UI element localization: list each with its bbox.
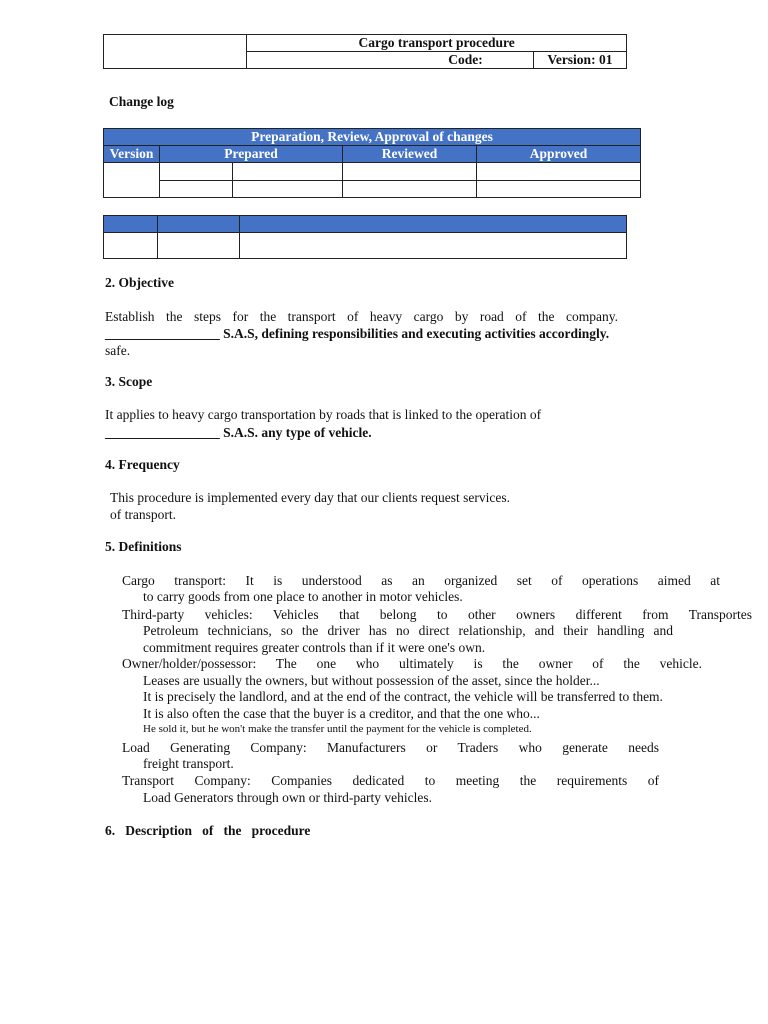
definition-line: Load Generators through own or third-party vehicles. bbox=[143, 790, 433, 805]
definition-line: Third-party vehicles: Vehicles that belong to other owners different from Transportes bbox=[122, 607, 752, 622]
table-cell bbox=[104, 163, 160, 198]
definition-line: to carry goods from one place to another in motor vehicles. bbox=[143, 589, 463, 604]
frequency-line-1: This procedure is implemented every day that our clients request services. bbox=[110, 490, 510, 505]
objective-heading: 2. Objective bbox=[105, 275, 174, 290]
table-cell bbox=[477, 180, 641, 198]
table-cell bbox=[160, 163, 233, 181]
objective-line-3: safe. bbox=[105, 343, 131, 358]
objective-line-2: _________________ S.A.S, defining responsibilities and executing activities accordingly. bbox=[105, 326, 610, 341]
definition-line: Cargo transport: It is understood as an organized set of operations aimed at bbox=[122, 573, 720, 588]
table-header-cell bbox=[104, 216, 158, 233]
approvals-title: Preparation, Review, Approval of changes bbox=[104, 129, 641, 146]
column-prepared: Prepared bbox=[160, 146, 343, 163]
definition-line: Owner/holder/possessor: The one who ultimately is the owner of the vehicle. bbox=[122, 656, 702, 671]
table-cell bbox=[233, 163, 343, 181]
table-cell bbox=[477, 163, 641, 181]
frequency-line-2: of transport. bbox=[110, 507, 176, 522]
definition-line: Petroleum technicians, so the driver has no direct relationship, and their handling and bbox=[143, 623, 673, 638]
procedure-heading: 6. Description of the procedure bbox=[105, 823, 311, 838]
definition-line: It is precisely the landlord, and at the end of the contract, the vehicle will be transferred to them. bbox=[143, 689, 663, 704]
approvals-table bbox=[103, 128, 641, 198]
table-header-cell bbox=[158, 216, 240, 233]
table-cell bbox=[160, 180, 233, 198]
definitions-heading: 5. Definitions bbox=[105, 539, 182, 554]
definition-line: commitment requires greater controls than if it were one's own. bbox=[143, 640, 486, 655]
table-cell bbox=[233, 180, 343, 198]
scope-line-2: _________________ S.A.S. any type of vehicle. bbox=[105, 425, 372, 440]
document-title: Cargo transport procedure bbox=[247, 35, 627, 52]
scope-line-1: It applies to heavy cargo transportation by roads that is linked to the operation of bbox=[105, 407, 542, 422]
change-log-title: Change log bbox=[109, 94, 174, 109]
column-version: Version bbox=[104, 146, 160, 163]
table-header-cell bbox=[240, 216, 627, 233]
table-cell bbox=[343, 163, 477, 181]
logo-cell bbox=[104, 35, 247, 69]
table-cell bbox=[240, 233, 627, 259]
column-approved: Approved bbox=[477, 146, 641, 163]
column-reviewed: Reviewed bbox=[343, 146, 477, 163]
definition-line: Leases are usually the owners, but without possession of the asset, since the holder... bbox=[143, 673, 600, 688]
frequency-heading: 4. Frequency bbox=[105, 457, 180, 472]
table-cell bbox=[158, 233, 240, 259]
definition-line: He sold it, but he won't make the transfer until the payment for the vehicle is completed. bbox=[143, 723, 532, 735]
scope-heading: 3. Scope bbox=[105, 374, 153, 389]
version-label: Version: 01 bbox=[533, 52, 626, 69]
table-cell bbox=[104, 233, 158, 259]
definition-line: freight transport. bbox=[143, 756, 234, 771]
definition-line: Load Generating Company: Manufacturers or Traders who generate needs bbox=[122, 740, 659, 755]
history-table bbox=[103, 215, 627, 259]
table-cell bbox=[343, 180, 477, 198]
objective-line-1: Establish the steps for the transport of heavy cargo by road of the company. bbox=[105, 309, 618, 324]
definition-line: It is also often the case that the buyer is a creditor, and that the one who... bbox=[143, 706, 540, 721]
code-label: Code: bbox=[247, 52, 534, 69]
document-header-table bbox=[103, 34, 627, 69]
definition-line: Transport Company: Companies dedicated to meeting the requirements of bbox=[122, 773, 659, 788]
